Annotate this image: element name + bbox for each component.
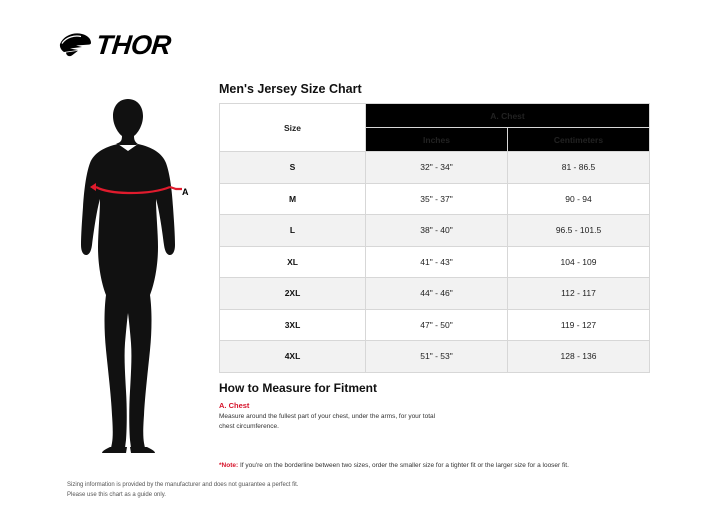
chest-measure-label: A — [182, 187, 189, 197]
how-to-measure-section — [219, 381, 659, 432]
how-to-measure-title: How to Measure for Fitment — [219, 381, 378, 395]
column-header-inches: Inches — [366, 128, 508, 152]
cell-centimeters: 81 - 86.5 — [508, 152, 650, 184]
cell-inches: 35" - 37" — [366, 183, 508, 215]
cell-size: M — [220, 183, 366, 215]
table-row — [220, 309, 650, 341]
footer-line-1: Sizing information is provided by the manufacturer and does not guarantee a perfect fit. — [67, 482, 299, 488]
sizing-note — [219, 462, 569, 469]
cell-size: XL — [220, 246, 366, 278]
brand-name: THOR — [94, 30, 173, 60]
how-to-measure-body: Measure around the fullest part of your chest, under the arms, for your total chest circumference. — [219, 413, 436, 431]
cell-inches: 44" - 46" — [366, 278, 508, 310]
column-header-centimeters: Centimeters — [508, 128, 650, 152]
page-title: Men's Jersey Size Chart — [219, 82, 362, 96]
table-row — [220, 278, 650, 310]
cell-inches: 38" - 40" — [366, 215, 508, 247]
male-body-silhouette-icon — [58, 95, 198, 455]
cell-size: L — [220, 215, 366, 247]
cell-centimeters: 128 - 136 — [508, 341, 650, 373]
cell-size: 3XL — [220, 309, 366, 341]
sizing-note-label: *Note: — [219, 462, 239, 469]
cell-inches: 41" - 43" — [366, 246, 508, 278]
cell-centimeters: 119 - 127 — [508, 309, 650, 341]
table-row — [220, 246, 650, 278]
size-chart-table — [219, 103, 650, 373]
brand-logo — [58, 30, 171, 61]
cell-size: 4XL — [220, 341, 366, 373]
cell-inches: 47" - 50" — [366, 309, 508, 341]
sizing-note-text: If you're on the borderline between two sizes, order the smaller size for a tighter fit or the larger size for a looser fit. — [239, 462, 569, 469]
cell-inches: 51" - 53" — [366, 341, 508, 373]
footer-line-2: Please use this chart as a guide only. — [67, 491, 166, 498]
table-row — [220, 152, 650, 184]
column-header-size: Size — [220, 104, 366, 152]
footer-disclaimer — [67, 481, 298, 500]
cell-centimeters: 96.5 - 101.5 — [508, 215, 650, 247]
table-row — [220, 183, 650, 215]
cell-inches: 32" - 34" — [366, 152, 508, 184]
table-body — [220, 152, 650, 373]
column-header-chest-group: A. Chest — [366, 104, 650, 128]
table-header-row-1 — [220, 104, 650, 128]
table-row — [220, 341, 650, 373]
how-to-measure-subtitle: A. Chest — [219, 401, 250, 410]
cell-centimeters: 90 - 94 — [508, 183, 650, 215]
table-row — [220, 215, 650, 247]
cell-centimeters: 112 - 117 — [508, 278, 650, 310]
thor-helmet-icon — [58, 31, 92, 61]
cell-size: S — [220, 152, 366, 184]
cell-centimeters: 104 - 109 — [508, 246, 650, 278]
cell-size: 2XL — [220, 278, 366, 310]
table-head — [220, 104, 650, 152]
